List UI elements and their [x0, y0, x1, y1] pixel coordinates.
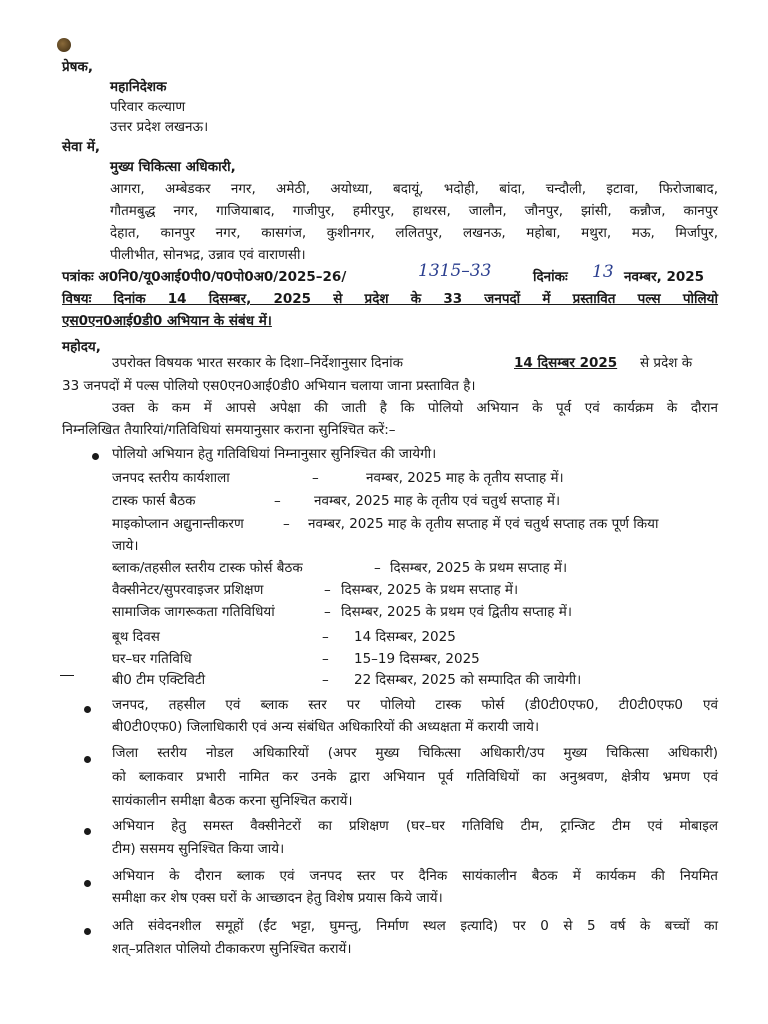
- schedule-activity: वैक्सीनेटर/सुपरवाइजर प्रशिक्षण: [112, 582, 264, 598]
- handwritten-date-day: 13: [592, 262, 614, 282]
- paragraph-text: उक्त के कम में आपसे अपेक्षा की जाती है कि पोलियो अभियान के पूर्व एवं कार्यक्रम के दौरान: [112, 400, 718, 416]
- schedule-dash: –: [274, 493, 281, 509]
- schedule-activity: माइकोप्लान अद्युनान्तीकरण: [112, 516, 244, 532]
- schedule-activity: ब्लाक/तहसील स्तरीय टास्क फोर्स बैठक: [112, 560, 303, 576]
- recipient-title: मुख्य चिकित्सा अधिकारी,: [110, 159, 236, 175]
- schedule-timing: दिसम्बर, 2025 के प्रथम सप्ताह में।: [341, 582, 519, 598]
- paragraph-text: निम्नलिखित तैयारियां/गतिविधियां समयानुसार कराना सुनिश्चित करें:–: [62, 422, 396, 438]
- schedule-activity: बूथ दिवस: [112, 629, 160, 645]
- schedule-activity: जाये।: [112, 538, 139, 554]
- bullet-dot: [92, 453, 99, 460]
- subject-line: विषयः दिनांक 14 दिसम्बर, 2025 से प्रदेश के 33 जनपदों में प्रस्तावित पल्स पोलियो: [62, 291, 718, 307]
- list-item: समीक्षा कर शेष एक्स घरों के आच्छादन हेतु विशेष प्रयास किये जायें।: [112, 890, 443, 906]
- bullet-dot: [84, 706, 91, 713]
- districts-line: गौतमबुद्ध नगर, गाजियाबाद, गाजीपुर, हमीरपुर, हाथरस, जालौन, जौनपुर, झांसी, कन्नौज, कानपुर: [110, 203, 718, 219]
- list-item: जनपद, तहसील एवं ब्लाक स्तर पर पोलियो टास्क फोर्स (डी0टी0एफ0, टी0टी0एफ0 एवं: [112, 697, 718, 713]
- schedule-activity: घर–घर गतिविधि: [112, 651, 192, 667]
- bullet-dot: [84, 756, 91, 763]
- schedule-activity: बी0 टीम एक्टिविटी: [112, 672, 206, 688]
- list-item: बी0टी0एफ0) जिलाधिकारी एवं अन्य संबंधित अधिकारियों की अध्यक्षता में करायी जाये।: [112, 719, 540, 735]
- bullet-dot: [84, 880, 91, 887]
- to-label: सेवा में,: [62, 139, 101, 155]
- sender-title: महानिदेशक: [110, 79, 167, 95]
- schedule-timing: नवम्बर, 2025 माह के तृतीय सप्ताह में एवं चतुर्थ सप्ताह तक पूर्ण किया: [308, 516, 659, 532]
- margin-dash-mark: [60, 675, 74, 676]
- schedule-dash: –: [322, 672, 329, 688]
- schedule-intro: पोलियो अभियान हेतु गतिविधियां निम्नानुसार सुनिश्चित की जायेगी।: [112, 446, 437, 462]
- list-item: सायंकालीन समीक्षा बैठक करना सुनिश्चित करायें।: [112, 793, 353, 809]
- schedule-activity: जनपद स्तरीय कार्यशाला: [112, 470, 230, 486]
- paragraph-text: 33 जनपदों में पल्स पोलियो एस0एन0आई0डी0 अभियान चलाया जाना प्रस्तावित है।: [62, 378, 476, 394]
- list-item: जिला स्तरीय नोडल अधिकारियों (अपर मुख्य चिकित्सा अधिकारी/उप मुख्य चिकित्सा अधिकारी): [112, 745, 718, 761]
- districts-line: देहात, कानपुर नगर, कासगंज, कुशीनगर, ललितपुर, लखनऊ, महोबा, मथुरा, मऊ, मिर्जापुर,: [110, 225, 718, 241]
- schedule-timing: 14 दिसम्बर, 2025: [354, 629, 456, 645]
- schedule-timing: दिसम्बर, 2025 के प्रथम एवं द्वितीय सप्ताह में।: [341, 604, 572, 620]
- handwritten-letter-number: 1315–33: [418, 261, 492, 281]
- bullet-dot: [84, 928, 91, 935]
- schedule-dash: –: [374, 560, 381, 576]
- list-item: अभियान हेतु समस्त वैक्सीनेटरों का प्रशिक्षण (घर–घर गतिविधि टीम, ट्रान्जिट टीम एवं मोबाइल: [112, 818, 718, 834]
- schedule-dash: –: [324, 604, 331, 620]
- schedule-timing: नवम्बर, 2025 माह के तृतीय सप्ताह में।: [366, 470, 564, 486]
- date-month-year: नवम्बर, 2025: [624, 269, 705, 285]
- schedule-dash: –: [283, 516, 290, 532]
- schedule-dash: –: [312, 470, 319, 486]
- schedule-dash: –: [322, 629, 329, 645]
- date-label: दिनांकः: [533, 269, 568, 285]
- districts-line: आगरा, अम्बेडकर नगर, अमेठी, अयोध्या, बदायूं, भदोही, बांदा, चन्दौली, इटावा, फिरोजाबाद,: [110, 181, 718, 197]
- schedule-timing: दिसम्बर, 2025 के प्रथम सप्ताह में।: [390, 560, 568, 576]
- highlighted-date: 14 दिसम्बर 2025: [514, 355, 618, 371]
- list-item: अभियान के दौरान ब्लाक एवं जनपद स्तर पर दैनिक सायंकालीन बैठक में कार्यकम की नियमित: [112, 868, 718, 884]
- districts-line: पीलीभीत, सोनभद्र, उन्नाव एवं वाराणसी।: [110, 247, 306, 263]
- reference-number: पत्रांकः अ0नि0/यू0आई0पी0/प0पो0अ0/2025–26/: [62, 269, 347, 285]
- bullet-dot: [84, 828, 91, 835]
- paragraph-text: उपरोक्त विषयक भारत सरकार के दिशा–निर्देशानुसार दिनांक: [112, 355, 403, 371]
- paragraph-text: से प्रदेश के: [640, 355, 693, 371]
- salutation: महोदय,: [62, 339, 101, 355]
- subject-line: एस0एन0आई0डी0 अभियान के संबंध में।: [62, 313, 272, 329]
- punch-hole-mark: [57, 38, 71, 52]
- schedule-dash: –: [322, 651, 329, 667]
- schedule-activity: सामाजिक जागरूकता गतिविधियां: [112, 604, 275, 620]
- list-item: शत्–प्रतिशत पोलियो टीकाकरण सुनिश्चित करायें।: [112, 941, 352, 957]
- sender-label: प्रेषक,: [62, 59, 93, 75]
- list-item: टीम) ससमय सुनिश्चित किया जाये।: [112, 841, 285, 857]
- schedule-activity: टास्क फार्स बैठक: [112, 493, 196, 509]
- sender-place: उत्तर प्रदेश लखनऊ।: [110, 119, 209, 135]
- schedule-timing: 15–19 दिसम्बर, 2025: [354, 651, 480, 667]
- schedule-timing: नवम्बर, 2025 माह के तृतीय एवं चतुर्थ सप्ताह में।: [314, 493, 561, 509]
- schedule-dash: –: [324, 582, 331, 598]
- sender-department: परिवार कल्याण: [110, 99, 186, 115]
- schedule-timing: 22 दिसम्बर, 2025 को सम्पादित की जायेगी।: [354, 672, 582, 688]
- list-item: को ब्लाकवार प्रभारी नामित कर उनके द्वारा अभियान पूर्व गतिविधियों का अनुश्रवण, क्षेत्रीय भ्रमण एवं: [112, 769, 718, 785]
- list-item: अति संवेदनशील समूहों (ईंट भट्टा, घुमन्तु, निर्माण स्थल इत्यादि) पर 0 से 5 वर्ष के बच्चों का: [112, 918, 718, 934]
